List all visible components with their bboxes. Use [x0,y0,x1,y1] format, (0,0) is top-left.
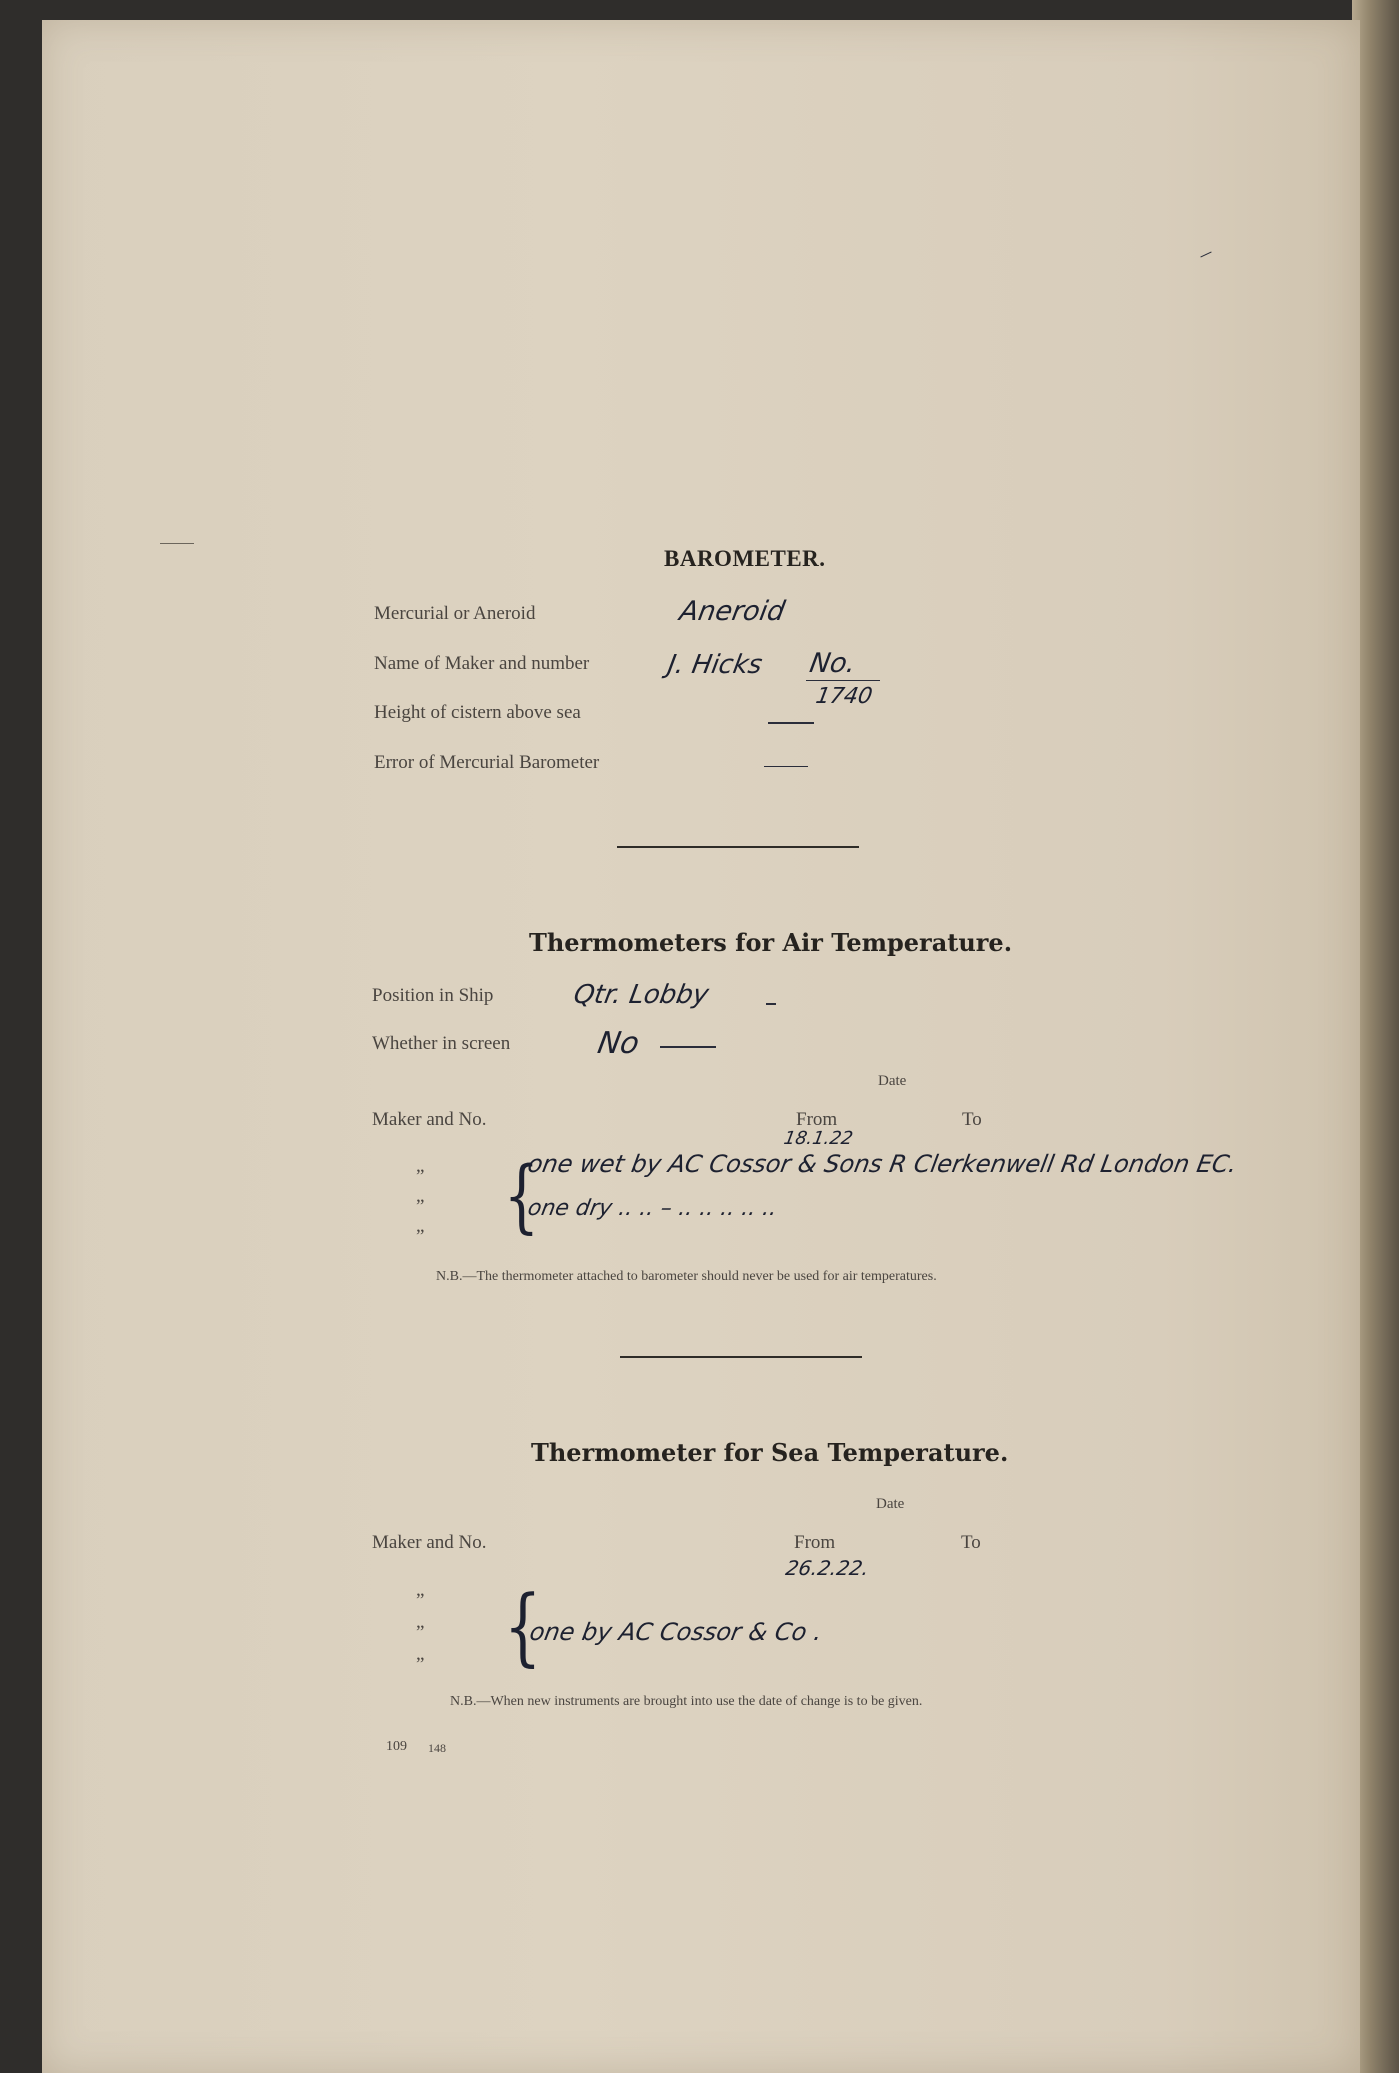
air-from-value: 18.1.22 [782,1128,855,1149]
air-brace: { [503,1149,540,1242]
error-dash [764,766,808,767]
air-note: N.B.—The thermometer attached to barometer should never be used for air temperatures. [436,1269,937,1284]
mercurial-label: Mercurial or Aneroid [374,603,536,624]
air-from-label: From [796,1109,838,1130]
form-code-2: 148 [428,1741,446,1755]
barometer-maker-no-value: 1740 [813,684,875,709]
section-divider-2 [620,1356,862,1358]
position-dash [766,1003,776,1005]
barometer-no-underline [806,680,880,681]
air-to-label: To [962,1109,982,1130]
sea-heading: Thermometer for Sea Temperature. [531,1438,1009,1467]
height-dash [768,722,814,724]
position-label: Position in Ship [372,985,494,1006]
air-entry-2: one dry .. .. – .. .. .. .. .. [525,1196,780,1221]
error-label: Error of Mercurial Barometer [374,752,600,773]
mercurial-value: Aneroid [677,596,788,627]
sea-entry-1: one by AC Cossor & Co . [527,1618,825,1646]
air-entry-1: one wet by AC Cossor & Sons R Clerkenwell Rd London EC. [525,1150,1240,1178]
screen-dash [660,1046,716,1048]
barometer-maker-value: J. Hicks [665,650,765,680]
sea-to-label: To [961,1532,981,1553]
height-label: Height of cistern above sea [374,702,581,723]
air-ditto-2: ” [416,1196,425,1217]
barometer-maker-no-label: No. [807,648,859,679]
air-date-label: Date [878,1073,907,1089]
position-value: Qtr. Lobby [571,980,711,1010]
air-ditto-1: ” [416,1166,425,1187]
barometer-maker-label: Name of Maker and number [374,653,590,674]
sea-date-label: Date [876,1496,905,1512]
form-code-1: 109 [386,1739,407,1754]
sea-ditto-2: ” [416,1622,425,1643]
sea-from-value: 26.2.22. [783,1556,871,1580]
sea-note: N.B.—When new instruments are brought into use the date of change is to be given. [450,1694,923,1709]
sea-brace: { [504,1577,542,1675]
sea-ditto-3: ” [416,1654,425,1675]
air-maker-label: Maker and No. [372,1109,487,1130]
screen-label: Whether in screen [372,1033,511,1054]
screen-value: No [594,1026,642,1061]
barometer-heading: BAROMETER. [664,546,826,571]
air-heading: Thermometers for Air Temperature. [529,928,1013,957]
sea-from-label: From [794,1532,836,1553]
sea-ditto-1: ” [416,1590,425,1611]
sea-maker-label: Maker and No. [372,1532,487,1553]
paper-mark [160,543,194,544]
section-divider-1 [617,846,859,848]
air-ditto-3: ” [416,1226,425,1247]
